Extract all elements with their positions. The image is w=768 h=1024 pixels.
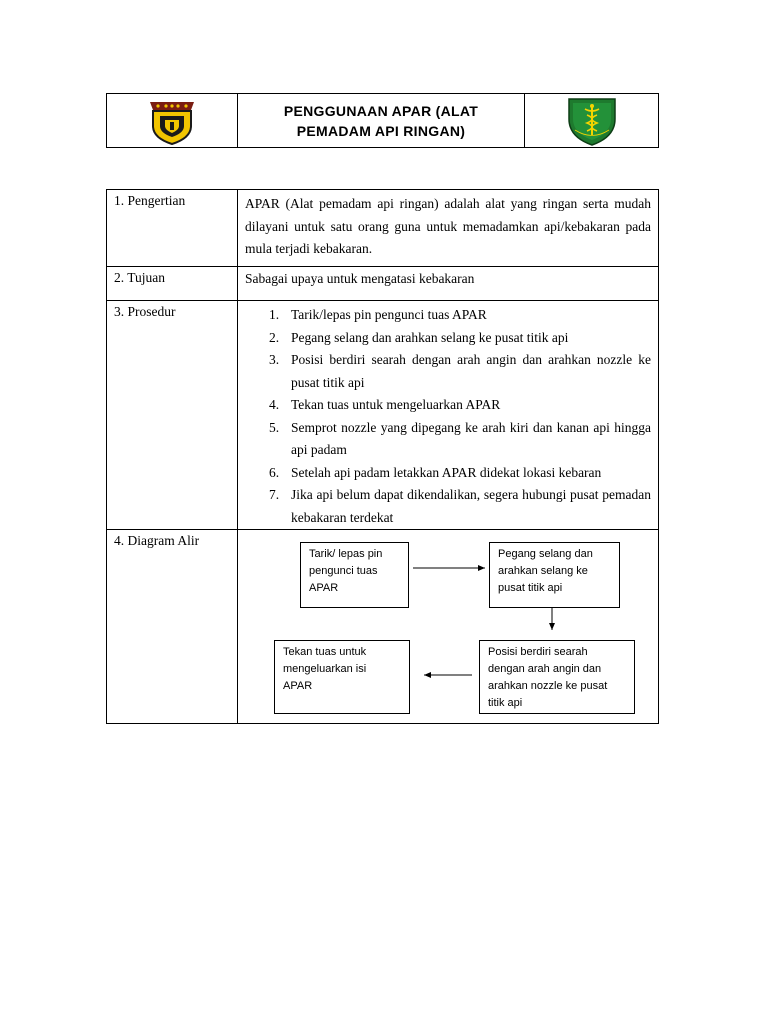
procedure-step [269, 304, 651, 327]
flow-box-4: Tekan tuas untuk mengeluarkan isi APAR [274, 640, 410, 714]
procedure-step [269, 327, 651, 350]
step-text: Pegang selang dan arahkan selang ke pusat titik api [291, 329, 569, 345]
left-logo-cell [107, 94, 238, 147]
diagram-label: 4. Diagram Alir [107, 530, 238, 724]
step-number: 1. [269, 307, 280, 322]
step-text: Posisi berdiri searah dengan arah angin dan arahkan nozzle ke pusat titik api [291, 352, 651, 390]
step-text: Tarik/lepas pin pengunci tuas APAR [291, 307, 487, 322]
document-header [106, 93, 659, 148]
prosedur-label: 3. Prosedur [107, 301, 238, 530]
row-tujuan [107, 267, 659, 301]
step-number: 5. [269, 419, 280, 435]
step-number: 2. [269, 329, 280, 345]
title-cell [238, 94, 525, 147]
tujuan-label: 2. Tujuan [107, 267, 238, 301]
medical-caduceus-shield-logo [565, 95, 619, 147]
tujuan-text: Sabagai upaya untuk mengatasi kebakaran [238, 267, 659, 301]
flow-box-1: Tarik/ lepas pin pengunci tuas APAR [300, 542, 409, 608]
pengertian-label: 1. Pengertian [107, 190, 238, 267]
procedure-step [269, 417, 651, 462]
row-pengertian [107, 190, 659, 267]
step-number: 3. [269, 352, 280, 367]
step-number: 7. [269, 487, 280, 502]
flow-box-2: Pegang selang dan arahkan selang ke pusat titik api [489, 542, 620, 608]
right-logo-cell [525, 94, 658, 147]
pengertian-text: APAR (Alat pemadam api ringan) adalah alat yang ringan serta mudah dilayani untuk satu orang guna untuk memadamkan api/kebakaran pada mula terjadi kebakaran. [238, 190, 659, 267]
document-title: PENGGUNAAN APAR (ALAT PEMADAM API RINGAN) [283, 102, 479, 139]
procedure-step [269, 484, 651, 529]
sop-table [106, 189, 659, 724]
step-text: Setelah api padam letakkan APAR didekat lokasi kebaran [291, 464, 602, 480]
procedure-step [269, 462, 651, 485]
procedure-list [245, 304, 651, 529]
step-text: Tekan tuas untuk mengeluarkan APAR [291, 397, 501, 412]
police-badge-logo [144, 96, 200, 146]
step-text: Jika api belum dapat dikendalikan, segera hubungi pusat pemadan kebakaran terdekat [291, 487, 651, 525]
row-prosedur [107, 301, 659, 530]
prosedur-content [238, 301, 659, 530]
step-number: 4. [269, 397, 280, 412]
flow-diagram [238, 530, 659, 724]
row-diagram [107, 530, 659, 724]
step-number: 6. [269, 464, 280, 480]
flow-canvas [238, 530, 658, 720]
procedure-step [269, 349, 651, 394]
procedure-step [269, 394, 651, 417]
step-text: Semprot nozzle yang dipegang ke arah kiri dan kanan api hingga api padam [291, 419, 651, 457]
flow-box-3: Posisi berdiri searah dengan arah angin dan arahkan nozzle ke pusat titik api [479, 640, 635, 714]
